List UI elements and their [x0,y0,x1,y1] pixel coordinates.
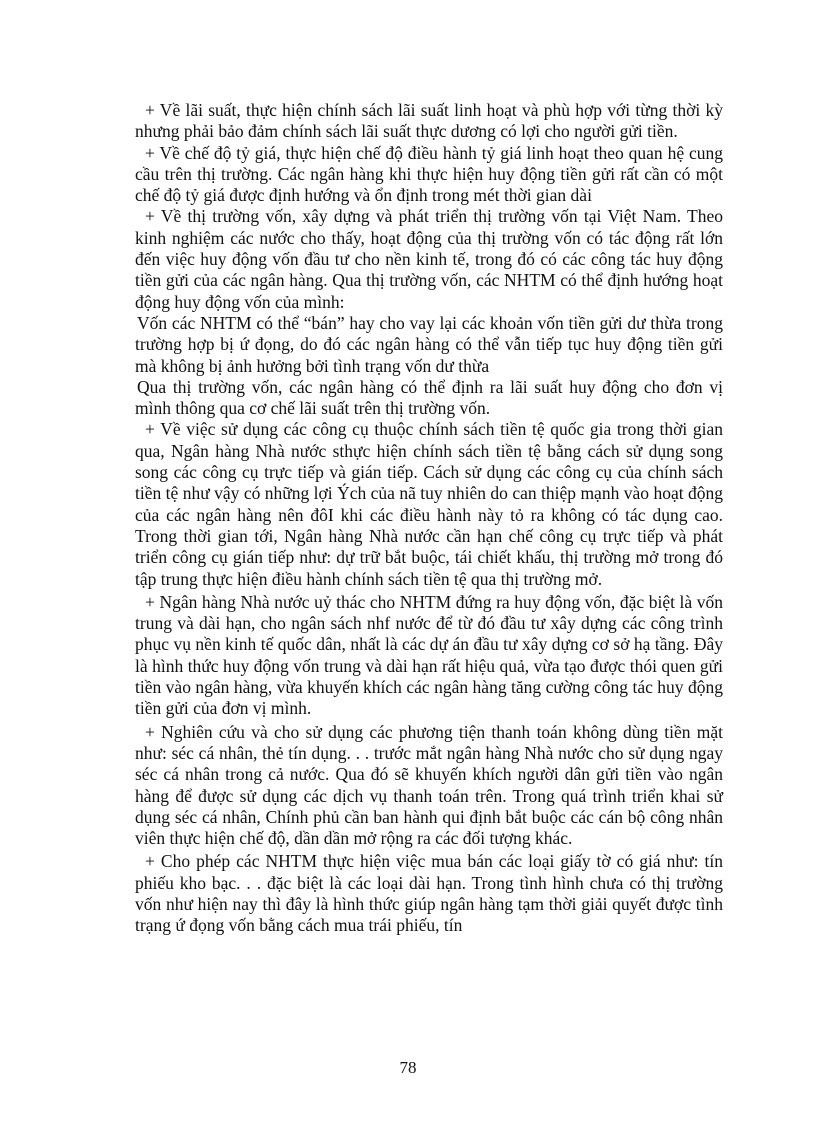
paragraph-state-bank-entrust: + Ngân hàng Nhà nước uỷ thác cho NHTM đứng ra huy động vốn, đặc biệt là vốn trung và dài hạn, cho ngân sách nhf nước để từ đó đầu tư xây dựng các công trình phục vụ nền kinh tế quốc dân, nhất là các dự án đầu tư xây dựng cơ sở hạ tầng. Đây là hình thức huy động vốn trung và dài hạn rất hiệu quả, vừa tạo được thói quen gửi tiền vào ngân hàng, vừa khuyến khích các ngân hàng tăng cường công tác huy động tiền gửi của đơn vị mình. [135,591,723,719]
page-number: 78 [399,1058,417,1077]
paragraph-capital-market: + Về thị trường vốn, xây dựng và phát triển thị trường vốn tại Việt Nam. Theo kinh nghiệm các nước cho thấy, hoạt động của thị trường vốn có tác động rất lớn đến việc huy động vốn đầu tư cho nền kinh tế, trong đó có các công tác huy động tiền gửi của các ngân hàng. Qua thị trường vốn, các NHTM có thể định hướng hoạt động huy động vốn của mình: [135,206,723,312]
paragraph-deposit-rate: Qua thị trường vốn, các ngân hàng có thể định ra lãi suất huy động cho đơn vị mình thông qua cơ chế lãi suất trên thị trường vốn. [135,376,723,419]
page-body [135,100,723,937]
paragraph-exchange-rate: + Về chế độ tỷ giá, thực hiện chế độ điều hành tỷ giá linh hoạt theo quan hệ cung cầu trên thị trường. Các ngân hàng khi thực hiện huy động tiền gửi rất cần có một chế độ tỷ giá được định hướng và ổn định trong mét thời gian dài [135,142,723,206]
paragraph-valuable-papers: + Cho phép các NHTM thực hiện việc mua bán các loại giấy tờ có giá như: tín phiếu kho bạc. . . đặc biệt là các loại dài hạn. Trong tình hình chưa có thị trường vốn như hiện nay thì đây là hình thức giúp ngân hàng tạm thời giải quyết được tình trạng ứ đọng vốn bằng cách mua trái phiếu, tín [135,851,723,936]
paragraph-surplus-capital: Vốn các NHTM có thể “bán” hay cho vay lại các khoản vốn tiền gửi dư thừa trong trường hợp bị ứ đọng, do đó các ngân hàng có thể vẫn tiếp tục huy động tiền gửi mà không bị ảnh hưởng bởi tình trạng vốn dư thừa [135,312,723,376]
paragraph-interest-rate: + Về lãi suất, thực hiện chính sách lãi suất linh hoạt và phù hợp với từng thời kỳ nhưng phải bảo đảm chính sách lãi suất thực dương có lợi cho người gửi tiền. [135,100,723,142]
paragraph-monetary-policy: + Về việc sử dụng các công cụ thuộc chính sách tiền tệ quốc gia trong thời gian qua, Ngân hàng Nhà nước sthực hiện chính sách tiền tệ bằng cách sử dụng song song các công cụ trực tiếp và gián tiếp. Cách sử dụng các công cụ của chính sách tiền tệ như vậy có những lợi Ých của nã tuy nhiên do can thiệp mạnh vào hoạt động của các ngân hàng nên đôI khi các điều hành này tỏ ra không có tác dụng cao. Trong thời gian tới, Ngân hàng Nhà nước cần hạn chế công cụ trực tiếp và phát triển công cụ gián tiếp như: dự trữ bắt buộc, tái chiết khấu, thị trường mở trong đó tập trung thực hiện điều hành chính sách tiền tệ qua thị trường mở. [135,419,723,589]
paragraph-non-cash-payment: + Nghiên cứu và cho sử dụng các phương tiện thanh toán không dùng tiền mặt như: séc cá nhân, thẻ tín dụng. . . trước mắt ngân hàng Nhà nước cho sử dụng ngay séc cá nhân trong cả nước. Qua đó sẽ khuyến khích người dân gửi tiền vào ngân hàng để được sử dụng các dịch vụ thanh toán trên. Trong quá trình triển khai sử dụng séc cá nhân, Chính phủ cần ban hành qui định bắt buộc các cán bộ công nhân viên thực hiện chế độ, dần dần mở rộng ra các đối tượng khác. [135,721,723,849]
